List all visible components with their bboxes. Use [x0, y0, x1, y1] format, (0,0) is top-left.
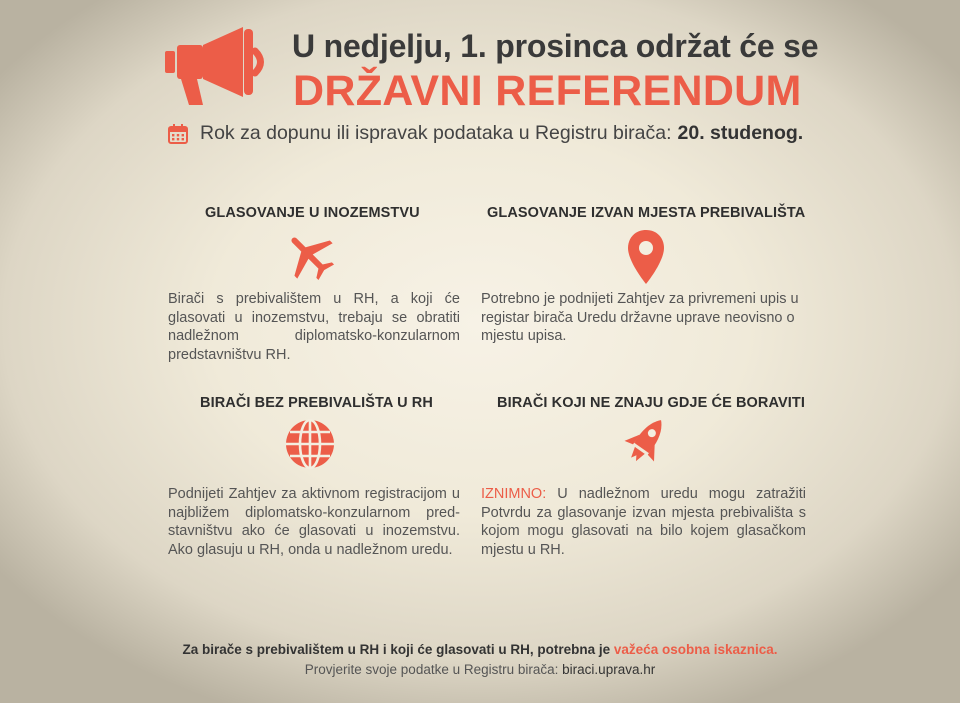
- footer-url: biraci.uprava.hr: [562, 662, 656, 677]
- section-outside-residence-title: GLASOVANJE IZVAN MJESTA PREBIVALIŠTA: [487, 205, 806, 221]
- rocket-icon: [620, 415, 670, 471]
- section-unknown-location-title: BIRAČI KOJI NE ZNAJU GDJE ĆE BORAVITI: [497, 395, 805, 411]
- megaphone-icon: [165, 27, 267, 107]
- section-no-residence-text: Podnijeti Zahtjev za aktivnom registracijom u najbližem diplomatsko-konzularnom pred-stavništvu ako će glasovati u inozemstvu. Ako glasuju u RH, onda u nadležnom uredu.: [168, 486, 460, 559]
- section-unknown-location-text: [481, 485, 806, 560]
- section-abroad-title: GLASOVANJE U INOZEMSTVU: [205, 205, 420, 221]
- calendar-icon: [168, 124, 188, 144]
- location-pin-icon: [626, 229, 666, 285]
- globe-icon: [284, 418, 336, 470]
- footer-id-notice: Za birače s prebivalištem u RH i koji će glasovati u RH, potrebna je: [182, 642, 611, 657]
- title-line1: U nedjelju, 1. prosinca održat će se: [292, 28, 819, 64]
- exception-label: IZNIMNO:: [481, 486, 547, 502]
- footer-id-highlight: važeća osobna iskaznica.: [613, 642, 778, 657]
- deadline-text: Rok za dopunu ili ispravak podataka u Registru birača:: [200, 122, 672, 144]
- section-abroad-text: Birači s prebivalištem u RH, a koji će glasovati u inozemstvu, trebaju se obratiti nadležnom diplomatsko-konzularnom predstavništvu RH.: [168, 291, 460, 364]
- deadline-row: [168, 122, 803, 145]
- footer-check-text: Provjerite svoje podatke u Registru birača:: [304, 662, 559, 677]
- airplane-icon: [283, 229, 337, 283]
- footer-line2: [0, 662, 960, 677]
- section-no-residence-title: BIRAČI BEZ PREBIVALIŠTA U RH: [200, 395, 433, 411]
- footer-line1: [0, 642, 960, 657]
- deadline-date: 20. studenog.: [677, 122, 804, 144]
- exception-text: U nadležnom uredu mogu zatražiti Potvrdu za glasovanje izvan mjesta prebivališta s kojom mogu glasovati na bilo kojem glasačkom mjestu u RH.: [481, 486, 807, 559]
- title-line2: DRŽAVNI REFERENDUM: [293, 67, 802, 115]
- section-outside-residence-text: Potrebno je podnijeti Zahtjev za privremeni upis u registar birača Uredu državne uprave neovisno o mjestu upisa.: [481, 291, 799, 345]
